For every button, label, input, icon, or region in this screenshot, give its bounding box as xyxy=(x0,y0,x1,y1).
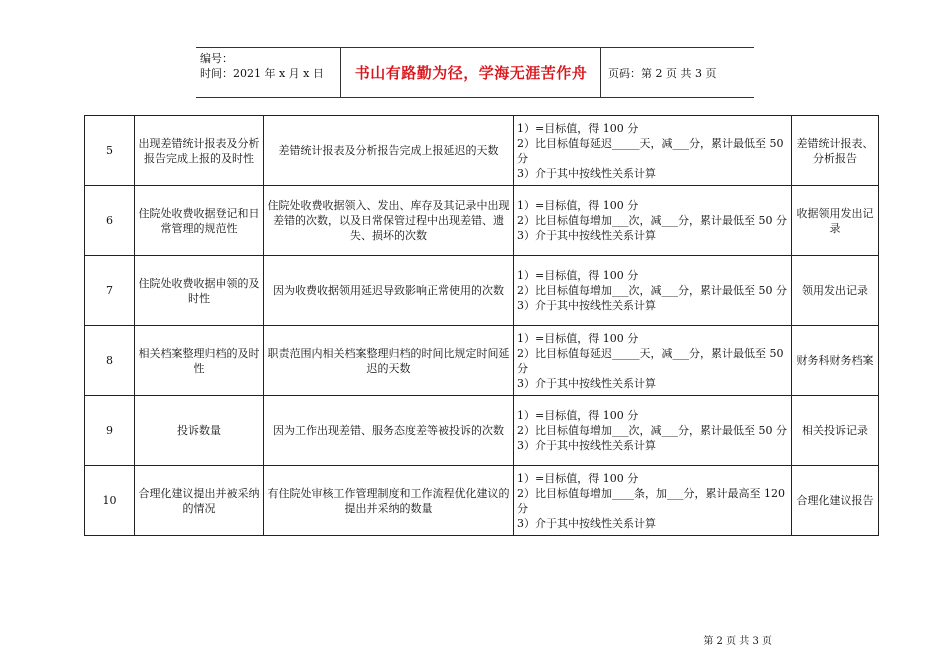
row-number: 9 xyxy=(85,396,135,466)
kpi-table xyxy=(84,115,879,536)
data-source: 财务科财务档案 xyxy=(792,326,879,396)
scoring-rules xyxy=(514,186,792,256)
scoring-rule: 3）介于其中按线性关系计算 xyxy=(517,229,656,242)
scoring-rule: 2）比目标值每增加____条，加___分，累计最高至 120 分 xyxy=(517,486,785,515)
indicator-definition: 有住院处审核工作管理制度和工作流程优化建议的提出并采纳的数量 xyxy=(264,466,514,536)
scoring-rule: 2）比目标值每增加___次，减___分，累计最低至 50 分 xyxy=(517,284,787,297)
indicator-name: 出现差错统计报表及分析报告完成上报的及时性 xyxy=(135,116,264,186)
indicator-name: 住院处收费收据登记和日常管理的规范性 xyxy=(135,186,264,256)
scoring-rule: 1）=目标值，得 100 分 xyxy=(517,409,639,422)
header-page-number: 页码：第 2 页 共 3 页 xyxy=(608,67,717,80)
scoring-rule: 2）比目标值每延迟_____天，减___分，累计最低至 50 分 xyxy=(517,346,784,375)
scoring-rule: 3）介于其中按线性关系计算 xyxy=(517,166,656,180)
header-divider xyxy=(340,48,341,97)
data-source: 收据领用发出记录 xyxy=(792,186,879,256)
indicator-definition: 住院处收费收据领入、发出、库存及其记录中出现差错的次数，以及日常保管过程中出现差错、遗失、损坏的次数 xyxy=(264,186,514,256)
row-number: 7 xyxy=(85,256,135,326)
indicator-name: 住院处收费收据申领的及时性 xyxy=(135,256,264,326)
scoring-rule: 3）介于其中按线性关系计算 xyxy=(517,439,656,452)
scoring-rule: 3）介于其中按线性关系计算 xyxy=(517,299,656,312)
row-number: 10 xyxy=(85,466,135,536)
indicator-definition: 因为工作出现差错、服务态度差等被投诉的次数 xyxy=(264,396,514,466)
document-date: 时间：2021 年 x 月 x 日 xyxy=(200,67,324,80)
data-source: 差错统计报表、分析报告 xyxy=(792,116,879,186)
table-row xyxy=(85,186,879,256)
indicator-name: 合理化建议提出并被采纳的情况 xyxy=(135,466,264,536)
table-row xyxy=(85,326,879,396)
scoring-rules xyxy=(514,116,792,186)
indicator-definition: 职责范围内相关档案整理归档的时间比规定时间延迟的天数 xyxy=(264,326,514,396)
scoring-rule: 2）比目标值每增加___次，减___分，累计最低至 50 分 xyxy=(517,214,787,227)
scoring-rules xyxy=(514,396,792,466)
scoring-rules xyxy=(514,326,792,396)
header-divider xyxy=(600,48,601,97)
scoring-rule: 3）介于其中按线性关系计算 xyxy=(517,376,656,390)
row-number: 5 xyxy=(85,116,135,186)
data-source: 合理化建议报告 xyxy=(792,466,879,536)
scoring-rule: 1）=目标值，得 100 分 xyxy=(517,331,639,345)
table-row xyxy=(85,116,879,186)
table-row xyxy=(85,256,879,326)
scoring-rule: 1）=目标值，得 100 分 xyxy=(517,471,639,485)
scoring-rules xyxy=(514,466,792,536)
indicator-name: 相关档案整理归档的及时性 xyxy=(135,326,264,396)
data-source: 相关投诉记录 xyxy=(792,396,879,466)
scoring-rules xyxy=(514,256,792,326)
table-row xyxy=(85,466,879,536)
scoring-rule: 1）=目标值，得 100 分 xyxy=(517,121,639,135)
indicator-definition: 因为收费收据领用延迟导致影响正常使用的次数 xyxy=(264,256,514,326)
scoring-rule: 2）比目标值每延迟_____天，减___分，累计最低至 50 分 xyxy=(517,136,784,165)
scoring-rule: 1）=目标值，得 100 分 xyxy=(517,199,639,212)
scoring-rule: 2）比目标值每增加___次，减___分，累计最低至 50 分 xyxy=(517,424,787,437)
header-meta xyxy=(200,51,324,81)
row-number: 8 xyxy=(85,326,135,396)
document-number: 编号： xyxy=(200,52,233,65)
row-number: 6 xyxy=(85,186,135,256)
indicator-definition: 差错统计报表及分析报告完成上报延迟的天数 xyxy=(264,116,514,186)
table-row xyxy=(85,396,879,466)
indicator-name: 投诉数量 xyxy=(135,396,264,466)
page-header xyxy=(196,47,754,98)
data-source: 领用发出记录 xyxy=(792,256,879,326)
page-footer: 第 2 页 共 3 页 xyxy=(703,636,772,647)
scoring-rule: 3）介于其中按线性关系计算 xyxy=(517,516,656,530)
scoring-rule: 1）=目标值，得 100 分 xyxy=(517,269,639,282)
header-motto: 书山有路勤为径，学海无涯苦作舟 xyxy=(354,64,588,82)
